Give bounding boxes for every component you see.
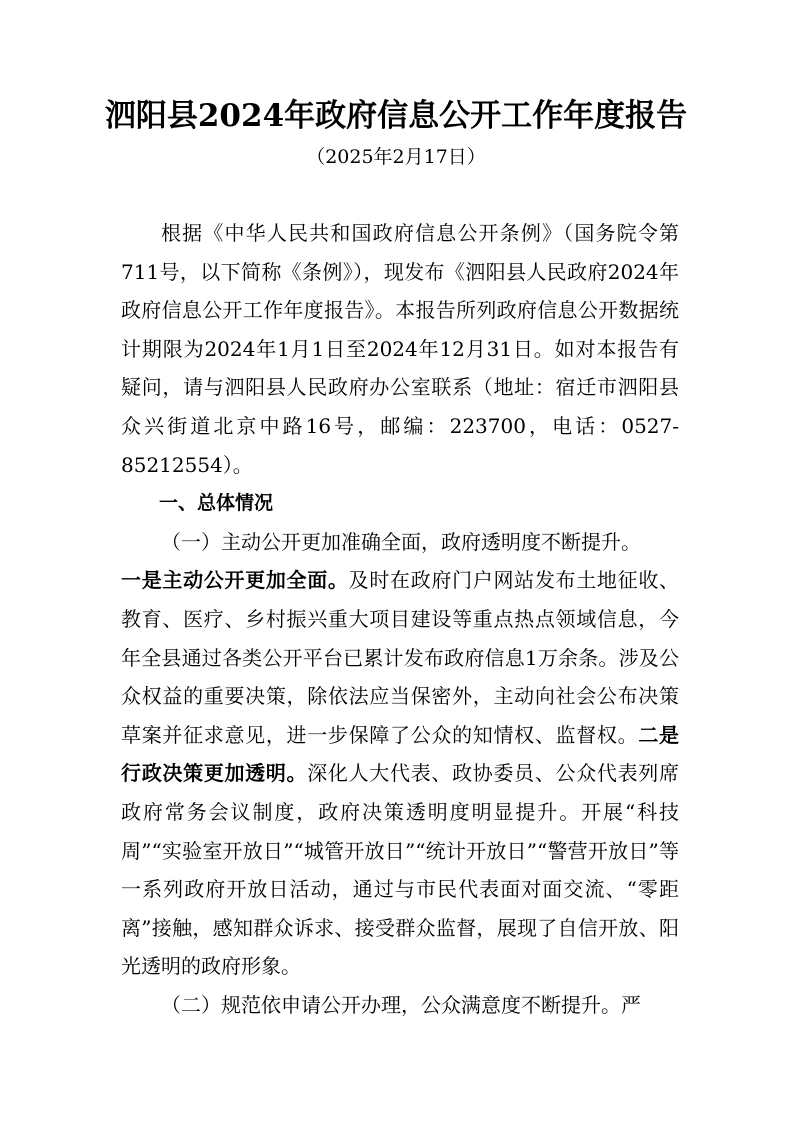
point-2-label: 二是行政决策更加透明。: [121, 722, 680, 786]
subsection-heading-2: （二）规范依申请公开办理，公众满意度不断提升。: [161, 992, 621, 1017]
intro-paragraph: 根据《中华人民共和国政府信息公开条例》（国务院令第711号，以下简称《条例》），现发布《泗阳县人民政府2024年政府信息公开工作年度报告》。本报告所列政府信息公开数据统计期限为2024年1月1日至2024年12月31日。如对本报告有疑问，请与泗阳县人民政府办公室联系（地址：宿迁市泗阳县众兴街道北京中路16号，邮编：223700，电话：0527-85212554）。: [121, 221, 679, 477]
subsection-2: [121, 986, 679, 1025]
point-1-text: 及时在政府门户网站发布土地征收、教育、医疗、乡村振兴重大项目建设等重点热点领域信息，今年全县通过各类公开平台已累计发布政府信息1万余条。涉及公众权益的重要决策，除依法应当保密外，主动向社会公布决策草案并征求意见，进一步保障了公众的知情权、监督权。: [121, 568, 680, 747]
document-body: [121, 214, 679, 1024]
section-heading-overview: 一、总体情况: [159, 492, 274, 515]
document-title: 泗阳县2024年政府信息公开工作年度报告: [104, 98, 688, 134]
point-2-text: 深化人大代表、政协委员、公众代表列席政府常务会议制度，政府决策透明度明显提升。开展“科技周”“实验室开放日”“城管开放日”“统计开放日”“警营开放日”等一系列政府开放日活动，通过与市民代表面对面交流、“零距离”接触，感知群众诉求、接受群众监督，展现了自信开放、阳光透明的政府形象。: [121, 761, 680, 979]
subsection-1-content: [121, 561, 679, 986]
subsection-heading-1: （一）主动公开更加准确全面，政府透明度不断提升。: [161, 529, 641, 554]
document-date: （2025年2月17日）: [306, 146, 486, 168]
subsection-2-text: 严: [621, 992, 641, 1017]
point-1-label: 一是主动公开更加全面。: [121, 568, 349, 593]
